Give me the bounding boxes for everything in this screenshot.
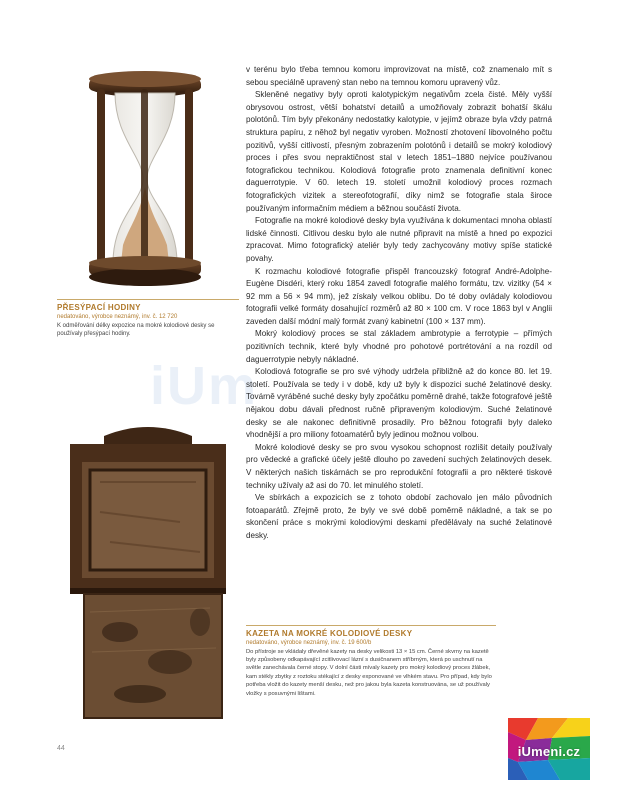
cassette-photo: [60, 422, 236, 720]
paragraph-1: v terénu bylo třeba temnou komoru improvizovat na místě, což znamenalo mít s sebou speciálně upravený stan nebo na temnou komoru upravený vůz.: [246, 65, 552, 87]
hourglass-caption-meta: nedatováno, výrobce neznámý, inv. č. 12 720: [57, 314, 178, 320]
cassette-caption: [246, 625, 496, 698]
paragraph-8: Ve sbírkách a expozicích se z tohoto období zachovalo jen málo původních fotoaparátů. Zřejmě proto, že byly ve své době poměrně nákladné, a tak se po skončení práce s mokrými kolodiovými deskami předělávaly na suché želatinové desky.: [246, 493, 552, 540]
hourglass-caption-title: PŘESÝPACÍ HODINY: [57, 303, 141, 312]
cassette-caption-title: KAZETA NA MOKRÉ KOLODIOVÉ DESKY: [246, 629, 413, 638]
cassette-caption-meta: nedatováno, výrobce neznámý, inv. č. 19 600/b: [246, 640, 372, 646]
hourglass-photo: [57, 67, 233, 295]
logo-text: iUmeni.cz: [517, 744, 581, 759]
watermark: iUm: [150, 356, 259, 416]
caption-rule: [246, 625, 496, 626]
paragraph-5: Mokrý kolodiový proces se stal základem ambrotypie a ferrotypie – přímých pozitivních technik, které byly vhodné pro pohotové portrétování a na rozdíl od daguerrotypie nebyly nákladné.: [246, 329, 552, 364]
cassette-caption-text: Do přístroje se vkládaly dřevěné kazety na desky velikosti 13 × 15 cm. Černé skvrny na kazetě byly způsobeny odkapávající zcitlivovací lázní s dusičnanem stříbrným, která po uschnutí na světle zanechávala černé stopy. V dolní části mívaly kazety pro mokrý kolodiový proces žlábek, kam stékly zbytky z roztoku stékající z desky exponované ve vlhkém stavu. Pro případ, kdy bylo potřeba vložit do kazety menší desku, než pro jakou byla kazeta konstruována, se už používaly vložky s posuvnými lištami.: [246, 648, 492, 697]
paragraph-2: Skleněné negativy byly oproti kalotypickým negativům zcela čisté. Měly vyšší obrysovou ostrost, větší bohatství detailů a umožňovaly zobrazit bohatší škálu polotónů. Tím byly překonány nedostatky kalotypie, v jejímž obraze byla vždy patrná struktura papíru, z něhož byl negativ vyroben. Možností zhotovení libovolného počtu pozitivů, vyšší citlivostí, přesným zobrazením polotónů i detailů se mokrý kolodiový proces i přes svou nepraktičnost stal v letech 1851–1880 nejvíce používanou fotografickou technikou. Kolodiová fotografie proto znamenala definitivní konec daguerrotypie. V 60. letech 19. století umožnil kolodiový proces rozmach fotografických vizitek a stereofotografií, díky nimž se fotografie stala široce používaným informačním médiem a běžnou součástí života.: [246, 90, 552, 213]
iumeni-logo[interactable]: [508, 718, 590, 780]
caption-rule: [57, 299, 239, 300]
hourglass-caption-text: K odměřování délky expozice na mokré kolodiové desky se používaly přesýpací hodiny.: [57, 322, 215, 337]
paragraph-3: Fotografie na mokré kolodiové desky byla využívána k dokumentaci mnoha oblastí lidské činnosti. Citlivou desku bylo ale nutné připravit na místě a hned po expozici zpracovat. Mimo fotografický ateliér byly tedy zachycovány motivy spíše statické povahy.: [246, 216, 552, 263]
paragraph-4: K rozmachu kolodiové fotografie přispěl francouzský fotograf André-Adolphe-Eugène Disdéri, který roku 1854 zavedl fotografie malého formátu, tzv. vizitky (54 × 92 mm a 56 × 94 mm), jež získaly velkou oblibu. Do té doby ovládaly kolodiovou fotografii velké formáty dosahující rozměrů až 80 × 100 cm. V roce 1863 byl v Anglii zaveden další módní malý formát zvaný kabinetní (100 × 137 mm).: [246, 266, 552, 326]
paragraph-6: Kolodiová fotografie se pro své výhody udržela přibližně až do konce 80. let 19. století. Používala se tedy i v době, kdy už byly k dispozici suché želatinové desky. Továrně vyráběné suché desky byly zpočátku poměrně drahé, takže fotografové ještě nějakou dobu dávali přednost ručně připraveným kolodiovým. Suché želatinové desky se ale nakonec definitivně prosadily. Pro běžnou fotografii byly daleko vhodnější a pro miliony fotoamatérů byly jedinou možnou volbou.: [246, 367, 552, 440]
page-number: 44: [57, 745, 65, 752]
main-text-column: [246, 64, 552, 543]
paragraph-7: Mokré kolodiové desky se pro svou vysokou schopnost rozlišit detaily používaly pro vědecké a grafické účely ještě dlouho po zavedení suchých želatinových desek. V některých našich tiskárnách se pro reprodukční fotografii a pro některé tiskové techniky užívaly až asi do 70. let minulého století.: [246, 442, 552, 490]
hourglass-caption: [57, 299, 239, 339]
